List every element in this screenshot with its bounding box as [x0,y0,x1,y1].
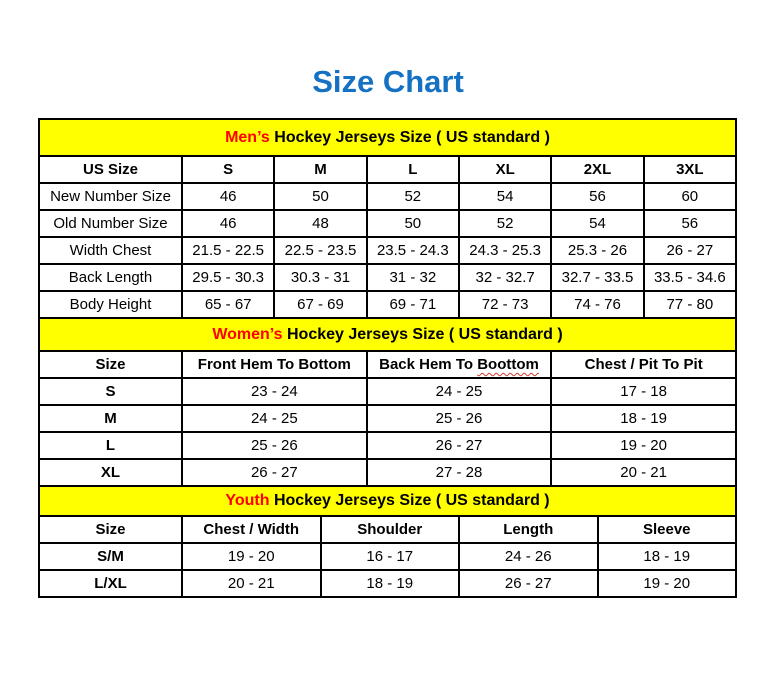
youth-section-banner-row [39,486,736,516]
column-header: Chest / Width [182,516,321,543]
size-value-cell: 18 - 19 [551,405,736,432]
row-label: Body Height [39,291,182,318]
size-value-cell: 77 - 80 [644,291,736,318]
table-row [39,378,736,405]
table-row [39,432,736,459]
mens-section-banner [39,119,736,156]
size-value-cell: 25 - 26 [182,432,367,459]
mens-section-banner-row [39,119,736,156]
table-row [39,543,736,570]
row-label: Width Chest [39,237,182,264]
size-value-cell: 56 [644,210,736,237]
size-value-cell: 23 - 24 [182,378,367,405]
size-value-cell: 26 - 27 [182,459,367,486]
column-header: XL [459,156,551,183]
size-value-cell: 30.3 - 31 [274,264,366,291]
table-row [39,570,736,597]
size-value-cell: 46 [182,183,274,210]
row-label: New Number Size [39,183,182,210]
mens-banner-text: Hockey Jerseys Size ( US standard ) [269,128,550,146]
column-header: Size [39,351,182,378]
womens-section-banner [39,318,736,351]
youth-section-banner [39,486,736,516]
mens-size-table [38,118,737,319]
table-row [39,183,736,210]
mens-banner-highlight: Men’s [225,128,270,146]
column-header: Size [39,516,182,543]
size-value-cell: 74 - 76 [551,291,643,318]
column-header: Shoulder [321,516,460,543]
column-header: Sleeve [598,516,737,543]
youth-banner-highlight: Youth [225,492,270,509]
size-value-cell: 26 - 27 [644,237,736,264]
size-value-cell: 26 - 27 [459,570,598,597]
size-value-cell: 24.3 - 25.3 [459,237,551,264]
page-title: Size Chart [312,64,464,99]
size-value-cell: 52 [459,210,551,237]
womens-banner-highlight: Women’s [212,325,283,343]
size-value-cell: 52 [367,183,459,210]
size-value-cell: 19 - 20 [182,543,321,570]
size-value-cell: 65 - 67 [182,291,274,318]
size-value-cell: 17 - 18 [551,378,736,405]
size-value-cell: 54 [459,183,551,210]
size-value-cell: 25.3 - 26 [551,237,643,264]
youth-header-row [39,516,736,543]
column-header: 3XL [644,156,736,183]
column-header: S [182,156,274,183]
womens-header-row [39,351,736,378]
row-label: Old Number Size [39,210,182,237]
row-label: XL [39,459,182,486]
size-value-cell: 20 - 21 [182,570,321,597]
size-value-cell: 32 - 32.7 [459,264,551,291]
size-value-cell: 26 - 27 [367,432,552,459]
size-value-cell: 18 - 19 [598,543,737,570]
row-label: M [39,405,182,432]
size-value-cell: 19 - 20 [551,432,736,459]
size-value-cell: 24 - 26 [459,543,598,570]
size-value-cell: 23.5 - 24.3 [367,237,459,264]
womens-section-banner-row [39,318,736,351]
size-value-cell: 60 [644,183,736,210]
size-value-cell: 31 - 32 [367,264,459,291]
size-value-cell: 32.7 - 33.5 [551,264,643,291]
mens-header-row [39,156,736,183]
row-label: L [39,432,182,459]
size-value-cell: 24 - 25 [367,378,552,405]
youth-banner-text: Hockey Jerseys Size ( US standard ) [269,492,550,509]
size-value-cell: 50 [367,210,459,237]
size-value-cell: 69 - 71 [367,291,459,318]
column-header: Length [459,516,598,543]
column-header: Chest / Pit To Pit [551,351,736,378]
size-value-cell: 20 - 21 [551,459,736,486]
size-value-cell: 21.5 - 22.5 [182,237,274,264]
size-value-cell: 50 [274,183,366,210]
column-header: US Size [39,156,182,183]
size-value-cell: 19 - 20 [598,570,737,597]
column-header: L [367,156,459,183]
size-value-cell: 56 [551,183,643,210]
youth-size-table [38,485,737,598]
row-label: Back Length [39,264,182,291]
misspelled-word: Boottom [477,356,539,373]
womens-banner-text: Hockey Jerseys Size ( US standard ) [282,325,563,343]
column-header: M [274,156,366,183]
table-row [39,210,736,237]
table-row [39,264,736,291]
column-header: 2XL [551,156,643,183]
size-value-cell: 33.5 - 34.6 [644,264,736,291]
column-header: Front Hem To Bottom [182,351,367,378]
size-value-cell: 72 - 73 [459,291,551,318]
size-value-cell: 67 - 69 [274,291,366,318]
table-row [39,291,736,318]
size-value-cell: 18 - 19 [321,570,460,597]
size-value-cell: 54 [551,210,643,237]
column-header: Back Hem To Boottom [367,351,552,378]
size-value-cell: 29.5 - 30.3 [182,264,274,291]
row-label: S/M [39,543,182,570]
size-value-cell: 16 - 17 [321,543,460,570]
womens-size-table [38,317,737,487]
size-chart [38,118,737,598]
row-label: L/XL [39,570,182,597]
table-row [39,459,736,486]
table-row [39,405,736,432]
size-value-cell: 22.5 - 23.5 [274,237,366,264]
size-value-cell: 48 [274,210,366,237]
size-value-cell: 46 [182,210,274,237]
size-value-cell: 27 - 28 [367,459,552,486]
row-label: S [39,378,182,405]
size-value-cell: 24 - 25 [182,405,367,432]
table-row [39,237,736,264]
size-value-cell: 25 - 26 [367,405,552,432]
